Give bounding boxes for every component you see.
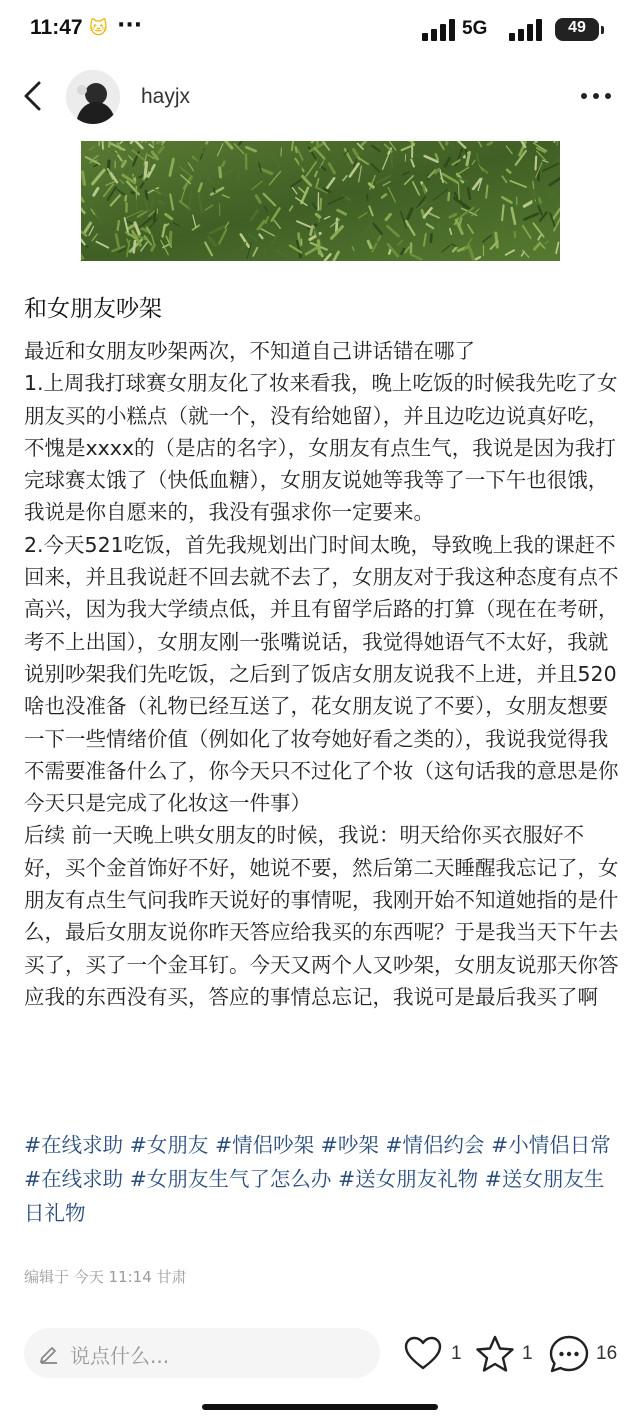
notification-more-icon: ··· bbox=[117, 13, 143, 38]
pencil-icon bbox=[38, 1342, 60, 1364]
hashtag[interactable]: #情侣吵架 bbox=[214, 1133, 315, 1157]
hashtag[interactable]: #情侣约会 bbox=[385, 1133, 485, 1157]
hashtag[interactable]: #在线求助 bbox=[24, 1133, 124, 1157]
username[interactable]: hayjx bbox=[141, 85, 191, 108]
hashtag[interactable]: #送女朋友礼物 bbox=[337, 1167, 479, 1191]
back-button[interactable] bbox=[14, 76, 54, 116]
hashtag[interactable]: #女朋友生气了怎么办 bbox=[129, 1167, 332, 1191]
like-button[interactable] bbox=[403, 1334, 463, 1374]
comment-input[interactable] bbox=[24, 1328, 380, 1378]
post-title: 和女朋友吵架 bbox=[24, 296, 162, 322]
hashtag[interactable]: #送女朋友生日礼物 bbox=[24, 1167, 605, 1225]
network-type: 5G bbox=[462, 18, 488, 39]
home-indicator bbox=[202, 1404, 438, 1410]
star-icon bbox=[474, 1334, 516, 1374]
hashtag[interactable]: #在线求助 bbox=[24, 1167, 124, 1191]
signal-icon bbox=[422, 19, 456, 41]
post-body: 最近和女朋友吵架两次，不知道自己讲话错在哪了 1.上周我打球赛女朋友化了妆来看我，晚上吃饭的时候我先吃了女朋友买的小糕点（就一个，没有给她留），并且边吃边说真好吃，不愧是xxxx的（是店的名字），女朋友有点生气，我说是因为我打完球赛太饿了（快低血糖），女朋友说她等我等了一下午也很饿，我说是你自愿来的，我没有强求你一定要来。 2.今天521吃饭，首先我规划出门时间太晚，导致晚上我的课赶不回来，并且我说赶不回去就不去了，女朋友对于我这种态度有点不高兴，因为我大学绩点低，并且有留学后路的打算（现在在考研，考不上出国），女朋友刚一张嘴说话，我觉得她语气不太好，我就说别吵架我们先吃饭，之后到了饭店女朋友说我不上进，并且520啥也没准备（礼物已经互送了，花女朋友说了不要），女朋友想要一下一些情绪价值（例如化了妆夸她好看之类的），我说我觉得我不需要准备什么了，你今天只不过化了个妆（这句话我的意思是你今天只是完成了化妆这一件事） 后续 前一天晚上哄女朋友的时候，我说：明天给你买衣服好不好，买个金首饰好不好，她说不要，然后第二天睡醒我忘记了，女朋友有点生气问我昨天说好的事情呢，我刚开始不知道她指的是什么，最后女朋友说你昨天答应给我买的东西呢？于是我当天下午去买了，买了一个金耳钉。今天又两个人又吵架，女朋友说那天你答应我的东西没有买，答应的事情总忘记，我说可是最后我买了啊 bbox=[24, 339, 619, 1009]
status-time: 11:47 bbox=[30, 16, 83, 39]
collect-count: 1 bbox=[522, 1343, 533, 1364]
edit-info: 编辑于 今天 11:14 甘肃 bbox=[24, 1268, 187, 1286]
avatar[interactable] bbox=[66, 70, 120, 124]
more-button[interactable] bbox=[576, 80, 616, 112]
comment-count: 16 bbox=[596, 1343, 618, 1364]
battery-level: 49 bbox=[568, 19, 586, 36]
post-image[interactable] bbox=[81, 141, 560, 261]
avatar-image bbox=[66, 70, 120, 124]
battery-cap bbox=[601, 26, 604, 34]
comment-placeholder: 说点什么... bbox=[70, 1344, 170, 1368]
grass-photo bbox=[81, 141, 560, 261]
comment-bubble-icon bbox=[548, 1334, 590, 1374]
like-count: 1 bbox=[451, 1343, 462, 1364]
heart-icon bbox=[403, 1334, 443, 1374]
hashtag[interactable]: #小情侣日常 bbox=[491, 1133, 611, 1157]
signal-icon-secondary bbox=[509, 19, 543, 41]
chevron-left-icon bbox=[14, 76, 54, 116]
more-horizontal-icon bbox=[576, 80, 616, 112]
cat-emoji-icon: 🐱 bbox=[89, 18, 108, 39]
hashtag[interactable]: #女朋友 bbox=[129, 1133, 209, 1157]
tag-list bbox=[24, 1128, 624, 1230]
battery-icon bbox=[555, 18, 599, 41]
collect-button[interactable] bbox=[474, 1334, 534, 1374]
status-bar bbox=[0, 0, 640, 60]
comment-button[interactable] bbox=[548, 1334, 628, 1374]
hashtag[interactable]: #吵架 bbox=[320, 1133, 379, 1157]
